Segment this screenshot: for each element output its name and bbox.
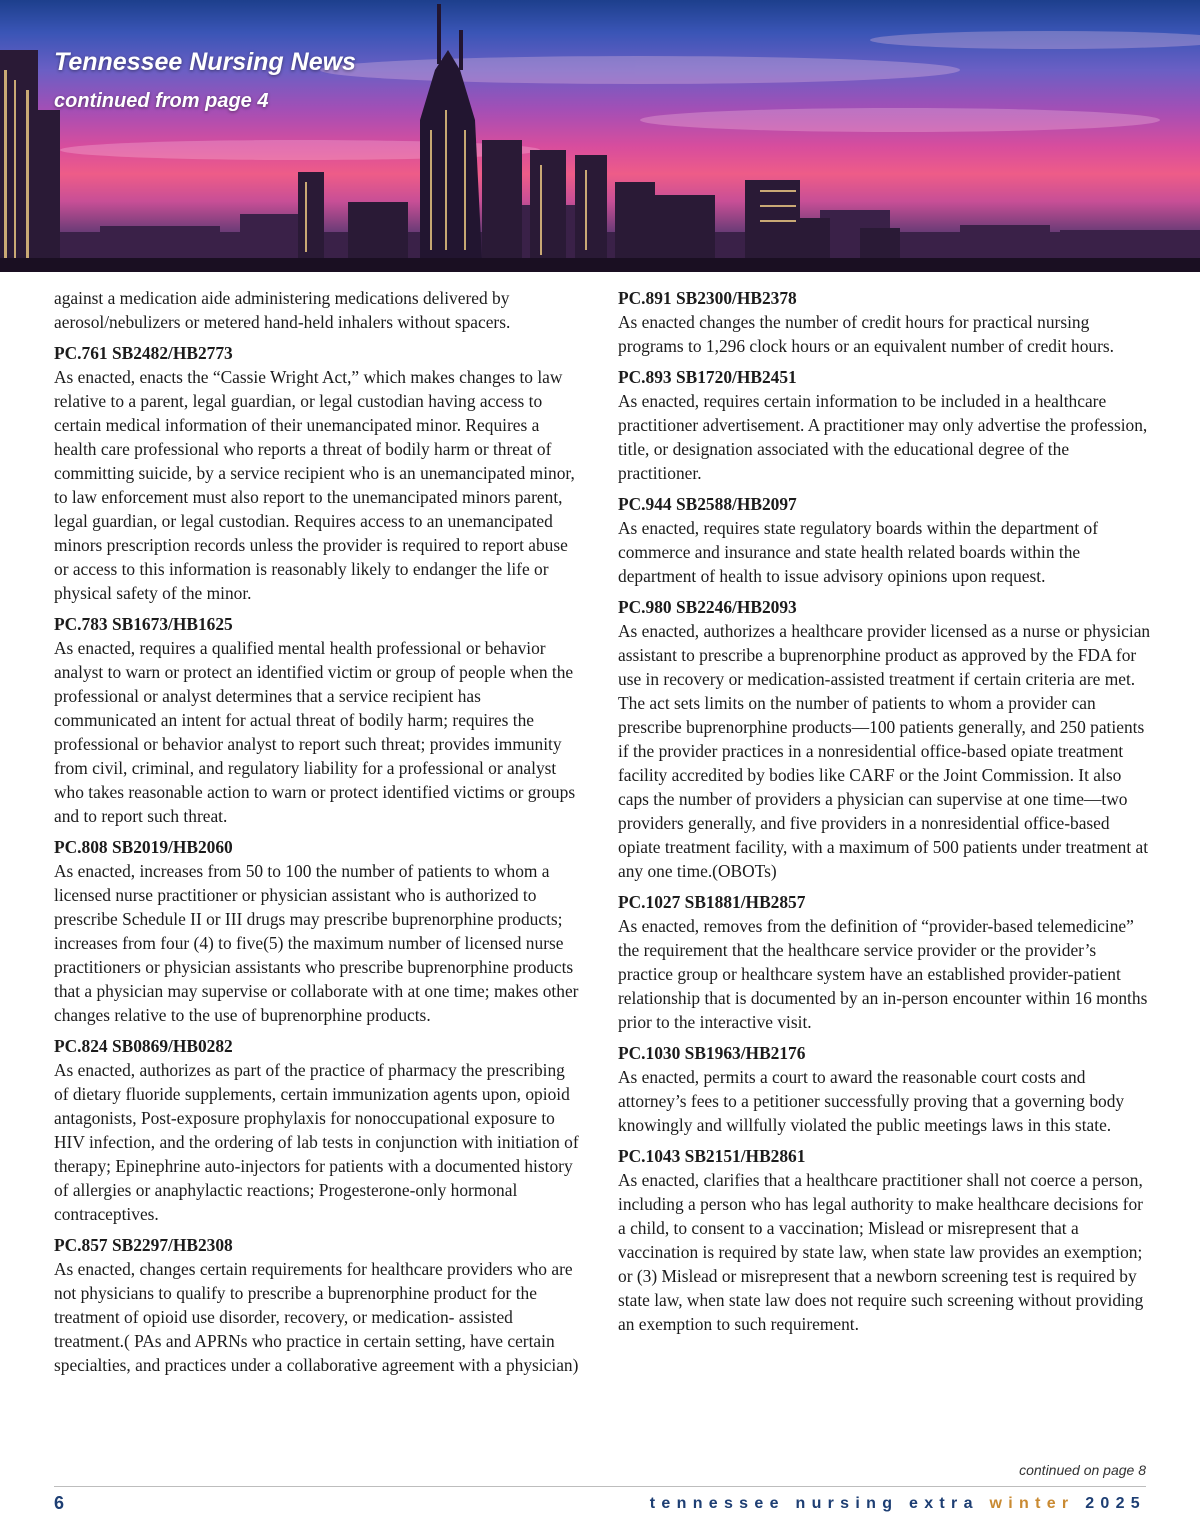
footer-divider xyxy=(54,1486,1146,1487)
continued-on-note: continued on page 8 xyxy=(1019,1462,1146,1478)
bill-heading: PC.1030 SB1963/HB2176 xyxy=(618,1043,806,1063)
publication-year: 2025 xyxy=(1085,1495,1146,1512)
bill-heading: PC.1027 SB1881/HB2857 xyxy=(618,892,806,912)
left-column xyxy=(54,286,582,1384)
legislation-entry xyxy=(54,341,582,605)
bill-description: As enacted, permits a court to award the reasonable court costs and attorney’s fees to a petitioner successfully proving that a governing body knowingly and willfully violated the public meetings laws in this state. xyxy=(618,1067,1125,1135)
bill-description: As enacted, authorizes a healthcare provider licensed as a nurse or physician assistant to prescribe a buprenorphine product as approved by the FDA for use in recovery or medication-assisted treatment if certain criteria are met. The act sets limits on the number of patients to whom a provider can prescribe buprenorphine products—100 patients generally, and 250 patients if the provider practices in a nonresidential office-based opiate treatment facility accredited by bodies like CARF or the Joint Commission. It also caps the number of providers a physician can supervise at one time—two providers generally, and five providers in a nonresidential office-based opiate treatment facility, with a maximum of 500 patients under treatment at any one time.(OBOTs) xyxy=(618,621,1151,881)
legislation-entry xyxy=(54,612,582,828)
header-banner xyxy=(0,0,1200,272)
legislation-entry xyxy=(618,1144,1152,1336)
legislation-entry xyxy=(618,1041,1152,1137)
publication-season: winter xyxy=(989,1495,1075,1512)
publication-name: tennessee nursing extra xyxy=(649,1495,979,1512)
bill-description: As enacted, enacts the “Cassie Wright Act,” which makes changes to law relative to a parent, legal guardian, or legal custodian having access to certain medical information of their unemancipated minor. Requires a health care professional who reports a threat of bodily harm or threat of committing suicide, by a service recipient who is an unemancipated minor, to law enforcement must also report to the unemancipated minors parent, legal guardian, or legal custodian. Requires access to an unemancipated minors prescription records unless the provider is required to report abuse or access to this information is reasonably likely to endanger the life or physical safety of the minor. xyxy=(54,367,575,603)
bill-heading: PC.893 SB1720/HB2451 xyxy=(618,367,797,387)
legislation-entry xyxy=(618,492,1152,588)
bill-description: As enacted, removes from the definition of “provider-based telemedicine” the requirement that the healthcare service provider or the provider’s practice group or healthcare system have an established provider-patient relationship that is documented by an in-person encounter within 16 months prior to the interactive visit. xyxy=(618,916,1148,1032)
bill-description: As enacted, changes certain requirements for healthcare providers who are not physicians to qualify to prescribe a buprenorphine product for the treatment of opioid use disorder, recovery, or medication- assisted treatment.( PAs and APRNs who practice in certain setting, have certain specialties, and practices under a collaborative agreement with a physician) xyxy=(54,1259,579,1375)
bill-heading: PC.808 SB2019/HB2060 xyxy=(54,837,233,857)
legislation-entry xyxy=(618,890,1152,1034)
bill-heading: PC.857 SB2297/HB2308 xyxy=(54,1235,233,1255)
bill-heading: PC.980 SB2246/HB2093 xyxy=(618,597,797,617)
bill-description: As enacted, requires certain information to be included in a healthcare practitioner advertisement. A practitioner may only advertise the profession, title, or designation associated with the educational degree of the practitioner. xyxy=(618,391,1148,483)
legislation-entry xyxy=(618,286,1152,358)
bill-heading: PC.824 SB0869/HB0282 xyxy=(54,1036,233,1056)
bill-description: As enacted, clarifies that a healthcare practitioner shall not coerce a person, including a person who has legal authority to make healthcare decisions for a child, to consent to a vaccination; Mislead or misrepresent that a vaccination is required by state law, when state law provides an exemption; or (3) Mislead or misrepresent that a newborn screening test is required by state law, when state law does not require such screening without providing an exemption to such requirement. xyxy=(618,1170,1144,1334)
page-number: 6 xyxy=(54,1493,65,1513)
right-column xyxy=(618,286,1152,1343)
legislation-entry xyxy=(618,595,1152,883)
legislation-entry xyxy=(618,365,1152,485)
legislation-entry xyxy=(54,835,582,1027)
publication-line xyxy=(650,1495,1146,1513)
city-skyline-image xyxy=(0,0,1200,272)
bill-description: As enacted, requires a qualified mental health professional or behavior analyst to warn or protect an identified victim or group of people when the professional or analyst determines that a service recipient has communicated an intent for actual threat of bodily harm; requires the professional or behavior analyst to report such threat; provides immunity from civil, criminal, and regulatory liability for a professional or analyst who takes reasonable action to warn or protect identified victims or groups and to report such threat. xyxy=(54,638,576,826)
continued-from-note: continued from page 4 xyxy=(54,90,269,112)
bill-description: As enacted, requires state regulatory boards within the department of commerce and insurance and state health related boards within the department of health to issue advisory opinions upon request. xyxy=(618,518,1099,586)
lead-paragraph: against a medication aide administering medications delivered by aerosol/nebulizers or metered hand-held inhalers without spacers. xyxy=(54,288,511,332)
bill-heading: PC.944 SB2588/HB2097 xyxy=(618,494,797,514)
legislation-entry xyxy=(54,1034,582,1226)
bill-heading: PC.783 SB1673/HB1625 xyxy=(54,614,233,634)
bill-heading: PC.1043 SB2151/HB2861 xyxy=(618,1146,806,1166)
bill-description: As enacted, increases from 50 to 100 the number of patients to whom a licensed nurse practitioner or physician assistant who is authorized to prescribe Schedule II or III drugs may prescribe buprenorphine products; increases from four (4) to five(5) the maximum number of licensed nurse practitioners or physician assistants who prescribe buprenorphine products that a physician may supervise or collaborate with at one time; makes other changes relative to the use of buprenorphine products. xyxy=(54,861,579,1025)
bill-description: As enacted, authorizes as part of the practice of pharmacy the prescribing of dietary fluoride supplements, certain immunization agents upon, opioid antagonists, Post-exposure prophylaxis for nonoccupational exposure to HIV infection, and the ordering of lab tests in conjunction with initiation of therapy; Epinephrine auto-injectors for patients with a documented history of allergies or anaphylactic reactions; Progesterone-only hormonal contraceptives. xyxy=(54,1060,579,1224)
page-title: Tennessee Nursing News xyxy=(54,48,356,76)
bill-heading: PC.891 SB2300/HB2378 xyxy=(618,288,797,308)
bill-heading: PC.761 SB2482/HB2773 xyxy=(54,343,233,363)
bill-description: As enacted changes the number of credit hours for practical nursing programs to 1,296 clock hours or an equivalent number of credit hours. xyxy=(618,312,1114,356)
legislation-entry xyxy=(54,1233,582,1377)
